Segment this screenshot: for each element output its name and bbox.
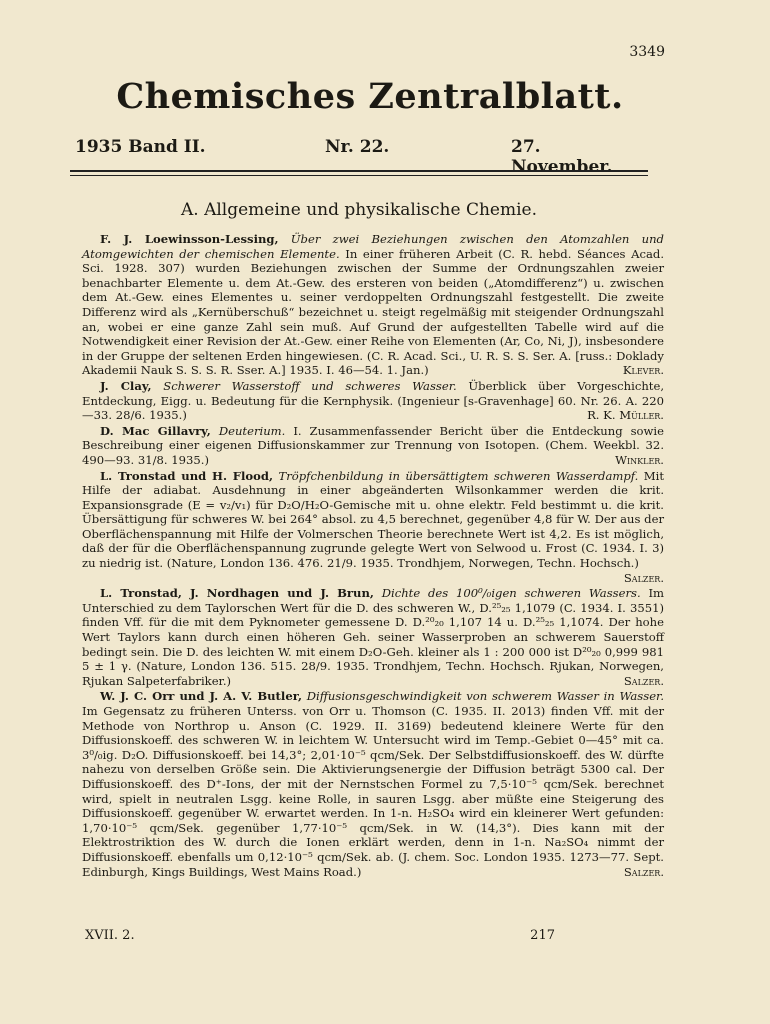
footer-signature-mark: XVII. 2.: [85, 928, 135, 943]
issue-number: Nr. 22.: [325, 137, 390, 157]
entry-signature: R. K. Müller.: [587, 408, 664, 423]
section-title: A. Allgemeine und physikalische Chemie.: [181, 200, 537, 220]
entry-authors: J. Clay,: [100, 378, 152, 393]
entry-text: Mit Hilfe der adiabat. Ausdehnung in einer abgeänderten Wilsonkammer werden die krit. Expansionsgrade (E = v₂/v₁) für D₂O/H₂O-Gemische mit u. ohne elektr. Feld bestimmt u. die krit. Übersättigung für schweres W. bei 264° absol. zu 4,5 berechnet, gegenüber 4,8 für W. Der aus der Oberflächenspannung mit Hilfe der Volmerschen Theorie berechnete Wert ist 4,2. Es ist möglich, daß der für die Oberflächenspannung zugrunde gelegte Wert von Selwood u. Frost (C. 1934. I. 3) zu niedrig ist. (Nature, London 136. 476. 21/9. 1935. Trondhjem, Norwegen, Techn. Hochsch.): [82, 468, 665, 571]
page-number: 3349: [629, 44, 665, 60]
entry-authors: L. Tronstad, J. Nordhagen und J. Brun,: [100, 586, 374, 601]
entry-signature: Salzer.: [623, 864, 664, 879]
abstract-entry: [82, 469, 664, 586]
entry-text: Im Gegensatz zu früheren Unterss. von Orr u. Thomson (C. 1935. II. 2013) finden Vff. mit der Methode von Northrop u. Anson (C. 1929. II. 3169) bedeutend kleinere Werte für den Diffusionskoeff. des schweren W. in leichtem W. Untersucht wird im Temp.-Gebiet 0—45° mit ca. 3⁰/₀ig. D₂O. Diffusionskoeff. bei 14,3°; 2,01·10⁻⁵ qcm/Sek. Der Selbstdiffusionskoeff. des W. dürfte nahezu von derselben Größe sein. Die Aktivierungsenergie der Diffusion beträgt 5300 cal. Der Diffusionskoeff. des D⁺-Ions, der mit der Nernstschen Formel zu 7,5·10⁻⁵ qcm/Sek. berechnet wird, spielt in neutralen Lsgg. keine Rolle, in sauren Lsgg. aber müßte eine Steigerung des Diffusionskoeff. gegenüber W. erwartet werden. In 1-n. H₂SO₄ wird ein kleinerer Wert gefunden: 1,70·10⁻⁵ qcm/Sek. gegenüber 1,77·10⁻⁵ qcm/Sek. in W. (14,3°). Dies kann mit der Elektrostriktion des W. durch die Ionen erklärt werden, denn in 1-n. Na₂SO₄ nimmt der Diffusionskoeff. ebenfalls um 0,12·10⁻⁵ qcm/Sek. ab. (J. chem. Soc. London 1935. 1273—77. Sept. Edinburgh, Kings Buildings, West Mains Road.): [82, 704, 664, 879]
entry-authors: L. Tronstad und H. Flood,: [100, 468, 274, 483]
header-rule-thick: [70, 170, 648, 172]
abstract-entry: [82, 379, 664, 423]
header-rule-thin: [70, 175, 648, 176]
entry-text: Im Unterschied zu dem Taylorschen Wert für die D. des schweren W., D.²⁵₂₅ 1,1079 (C. 1934. I. 3551) finden Vff. für die mit dem Pyknometer gemessene D. D.²⁰₂₀ 1,107 14 u. D.²⁵₂₅ 1,1074. Der hohe Wert Taylors kann durch einen höheren Geh. seiner Wasserproben an schwerem Sauerstoff bedingt sein. Die D. des leichten W. mit einem D₂O-Geh. kleiner als 1 : 200 000 ist D²⁰₂₀ 0,999 981 5 ± 1 γ. (Nature, London 136. 515. 28/9. 1935. Trondhjem, Techn. Hochsch. Rjukan, Norwegen, Rjukan Salpeterfabriker.): [82, 586, 665, 688]
entry-authors: D. Mac Gillavry,: [100, 423, 211, 438]
entry-signature: Salzer.: [623, 570, 664, 585]
issue-date: 27. November.: [511, 137, 613, 177]
entry-title: Dichte des 100⁰/₀igen schweren Wassers.: [381, 586, 641, 601]
entry-authors: W. J. C. Orr und J. A. V. Butler,: [100, 689, 302, 704]
entry-text: In einer früheren Arbeit (C. R. hebd. Séances Acad. Sci. 1928. 307) wurden Beziehungen zwischen der Summe der Ordnungszahlen zweier benachbarter Elemente u. dem At.-Gew. des ersteren von beiden („Atomdifferenz“) u. zwischen dem At.-Gew. eines Elementes u. seiner verdoppelten Ordnungszahl festgestellt. Die zweite Differenz wird als „Kernüberschuß“ bezeichnet u. steigt regelmäßig mit steigender Ordnungszahl an, wobei er eine ganze Zahl sein muß. Auf Grund der aufgestellten Tabelle wird auf die Notwendigkeit einer Revision der At.-Gew. einer Reihe von Elementen (Ar, Co, Ni, J), insbesondere in der Gruppe der seltenen Erden hingewiesen. (C. R. Acad. Sci., U. R. S. S. Ser. A. [russ.: Doklady Akademii Nauk S. S. S. R. Sser. A.] 1935. I. 46—54. 1. Jan.): [82, 246, 665, 378]
entry-title: Deuterium.: [218, 423, 286, 438]
entry-title: Tröpfchenbildung in übersättigtem schweren Wasserdampf.: [278, 468, 639, 483]
entry-text: Überblick über Vorgeschichte, Entdeckung, Eigg. u. Bedeutung für die Kernphysik. (Ingenieur [s-Gravenhage] 60. Nr. 26. A. 220—33. 28/6. 1935.): [82, 378, 665, 423]
entry-signature: Klever.: [622, 363, 664, 378]
entry-title: Diffusionsgeschwindigkeit von schwerem Wasser in Wasser.: [306, 689, 665, 704]
footer-sheet-number: 217: [530, 928, 555, 943]
entry-text: I. Zusammenfassender Bericht über die Entdeckung sowie Beschreibung einer eigenen Diffusionskammer zur Trennung von Isotopen. (Chem. Weekbl. 32. 490—93. 31/8. 1935.): [82, 423, 665, 467]
entry-signature: Winkler.: [615, 452, 664, 467]
abstract-entry: [82, 586, 664, 688]
abstract-entry: [82, 424, 664, 468]
abstract-entry: [82, 689, 664, 879]
journal-masthead: Chemisches Zentralblatt.: [116, 76, 624, 117]
entry-title: Über zwei Beziehungen zwischen den Atomzahlen und Atomgewichten der chemischen Elemente.: [82, 232, 664, 261]
issue-volume: 1935 Band II.: [75, 137, 206, 157]
entry-authors: F. J. Loewinsson-Lessing,: [100, 232, 279, 246]
entry-title: Schwerer Wasserstoff und schweres Wasser.: [163, 378, 457, 393]
entry-signature: Salzer.: [623, 673, 664, 688]
abstracts-body: [82, 232, 664, 880]
abstract-entry: [82, 232, 664, 378]
